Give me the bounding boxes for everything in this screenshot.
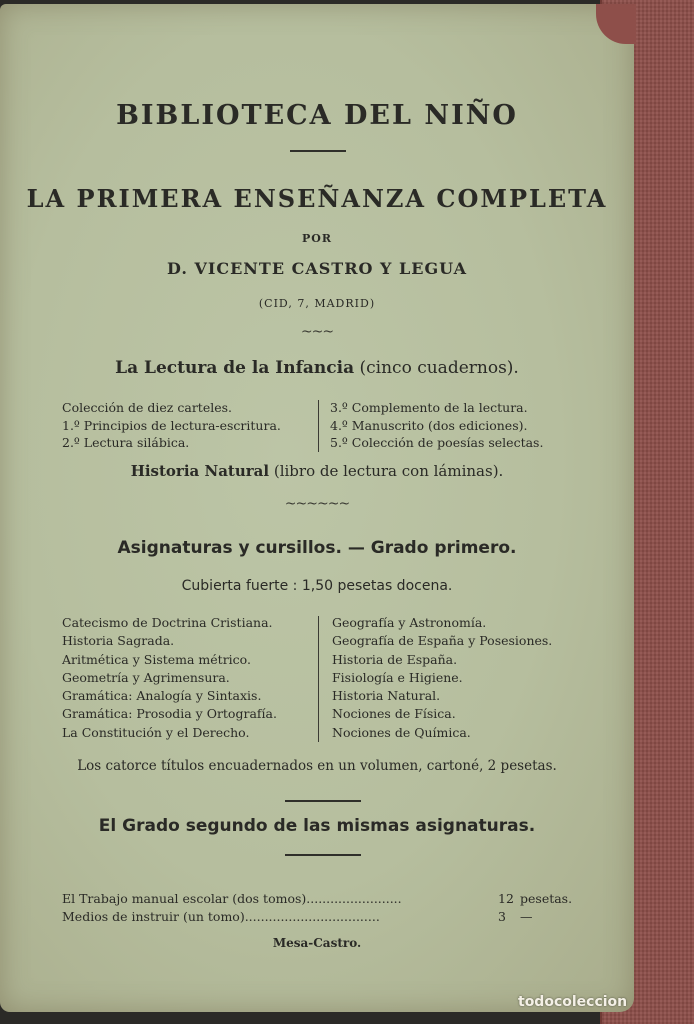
list-item: Geometría y Agrimensura.	[62, 669, 230, 685]
author-name: D. VICENTE CASTRO Y LEGUA	[167, 259, 467, 278]
list-item: Colección de diez carteles.	[62, 400, 232, 415]
list-item: Historia Natural.	[332, 688, 441, 704]
price-label: El Trabajo manual escolar (dos tomos)........................	[62, 891, 402, 906]
asignaturas-list-left	[62, 614, 277, 742]
price-value: 3	[498, 909, 506, 924]
list-item: Geografía y Astronomía.	[332, 615, 487, 630]
list-item: 4.º Manuscrito (dos ediciones).	[330, 417, 528, 433]
list-item: Historia de España.	[332, 651, 458, 667]
lectura-heading-rest: (cinco cuadernos).	[359, 358, 519, 378]
lectura-list-left	[62, 399, 281, 452]
collection-subtitle: LA PRIMERA ENSEÑANZA COMPLETA	[26, 184, 608, 213]
grado-segundo-heading: El Grado segundo de las mismas asignaturas.	[98, 816, 536, 836]
publisher-name: Mesa-Castro.	[272, 936, 362, 950]
section-rule	[285, 800, 361, 802]
ornament-divider-2: ~~~~~~	[284, 496, 350, 512]
column-divider-2	[318, 616, 319, 742]
list-item: 1.º Principios de lectura-escritura.	[62, 417, 281, 433]
list-item: Geografía de España y Posesiones.	[332, 633, 553, 649]
author-address: (CID, 7, MADRID)	[258, 297, 376, 310]
list-item: Fisiología e Higiene.	[332, 669, 463, 685]
lectura-list-right	[330, 399, 543, 452]
bound-volume-note: Los catorce títulos encuadernados en un volumen, cartoné, 2 pesetas.	[77, 758, 557, 774]
price-line	[62, 909, 582, 927]
lectura-heading	[0, 358, 634, 378]
series-title: BIBLIOTECA DEL NIÑO	[116, 100, 518, 131]
by-label: POR	[302, 232, 332, 245]
list-item: Catecismo de Doctrina Cristiana.	[62, 615, 273, 630]
historia-rest: (libro de lectura con láminas).	[273, 462, 504, 480]
ornament-divider: ~~~	[300, 324, 334, 340]
price-unit: pesetas.	[520, 891, 573, 906]
cubierta-price: Cubierta fuerte : 1,50 pesetas docena.	[181, 578, 453, 594]
price-label: Medios de instruir (un tomo)..................................	[62, 909, 380, 924]
list-item: Historia Sagrada.	[62, 633, 175, 649]
price-unit: —	[520, 909, 533, 924]
column-divider	[318, 400, 319, 452]
price-line	[62, 891, 582, 909]
title-rule	[290, 150, 346, 152]
watermark-logo: todocoleccion	[518, 994, 628, 1010]
list-item: Gramática: Prosodia y Ortografía.	[62, 706, 277, 722]
historia-bold: Historia Natural	[130, 462, 270, 480]
historia-natural-line	[0, 462, 634, 480]
list-item: 3.º Complemento de la lectura.	[330, 400, 528, 415]
list-item: Gramática: Analogía y Sintaxis.	[62, 688, 262, 704]
section-rule	[285, 854, 361, 856]
list-item: 2.º Lectura silábica.	[62, 435, 190, 450]
list-item: Aritmética y Sistema métrico.	[62, 651, 251, 667]
list-item: Nociones de Física.	[332, 706, 456, 722]
asignaturas-heading: Asignaturas y cursillos. — Grado primero.	[117, 538, 517, 558]
list-item: 5.º Colección de poesías selectas.	[330, 435, 544, 450]
list-item: Nociones de Química.	[332, 724, 471, 740]
lectura-heading-bold: La Lectura de la Infancia	[115, 358, 355, 378]
asignaturas-list-right	[332, 614, 552, 742]
price-value: 12	[498, 891, 514, 906]
list-item: La Constitución y el Derecho.	[62, 724, 250, 740]
